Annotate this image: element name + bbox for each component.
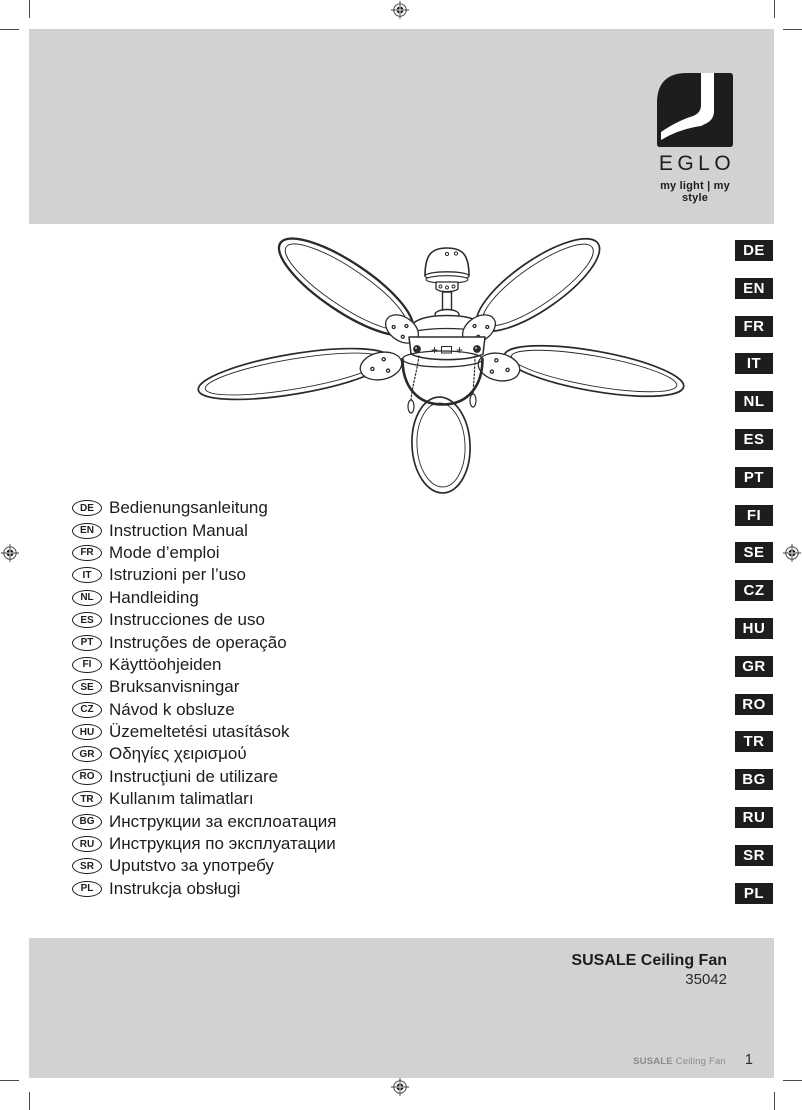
language-code-badge: IT <box>72 567 102 583</box>
language-title: Instrucciones de uso <box>109 610 265 630</box>
lang-tab-it: IT <box>735 353 773 374</box>
language-list <box>72 497 336 900</box>
list-item <box>72 542 336 564</box>
language-code-badge: FR <box>72 545 102 561</box>
list-item <box>72 519 336 541</box>
language-title: Инструкция по эксплуатации <box>109 834 336 854</box>
crop-mark <box>774 1092 775 1110</box>
list-item <box>72 497 336 519</box>
list-item <box>72 855 336 877</box>
lang-tab-fi: FI <box>735 505 773 526</box>
list-item <box>72 743 336 765</box>
language-code-badge: BG <box>72 814 102 830</box>
list-item <box>72 810 336 832</box>
language-code-badge: PL <box>72 881 102 897</box>
language-title: Инструкции за експлоатация <box>109 811 337 831</box>
footer-doc-title: SUSALE Ceiling Fan <box>633 1056 726 1067</box>
language-title: Instrukcja obsługi <box>109 878 241 898</box>
crop-mark <box>783 1080 802 1081</box>
language-tab-column <box>735 240 773 920</box>
language-title: Üzemeltetési utasítások <box>109 722 290 742</box>
registration-mark-icon <box>782 543 802 563</box>
footer-band <box>29 938 774 1078</box>
language-title: Bruksanvisningar <box>109 677 240 697</box>
lang-tab-pl: PL <box>735 883 773 904</box>
crop-mark <box>29 1092 30 1110</box>
ceiling-fan-illustration <box>170 235 730 515</box>
language-code-badge: RO <box>72 769 102 785</box>
language-code-badge: TR <box>72 791 102 807</box>
lang-tab-fr: FR <box>735 316 773 337</box>
lang-tab-tr: TR <box>735 731 773 752</box>
language-title: Uputstvo за употребу <box>109 856 274 876</box>
list-item <box>72 654 336 676</box>
lang-tab-bg: BG <box>735 769 773 790</box>
language-title: Istruzioni per l’uso <box>109 565 247 585</box>
language-title: Instrucţiuni de utilizare <box>109 766 279 786</box>
lang-tab-de: DE <box>735 240 773 261</box>
product-model: 35042 <box>685 971 727 988</box>
language-code-badge: SE <box>72 679 102 695</box>
language-code-badge: RU <box>72 836 102 852</box>
list-item <box>72 833 336 855</box>
lang-tab-hu: HU <box>735 618 773 639</box>
registration-mark-icon <box>390 0 410 20</box>
brand-tagline: my light | my style <box>660 180 730 204</box>
lang-tab-cz: CZ <box>735 580 773 601</box>
list-item <box>72 766 336 788</box>
lang-tab-se: SE <box>735 542 773 563</box>
crop-mark <box>29 0 30 18</box>
crop-mark <box>0 29 19 30</box>
crop-mark <box>783 29 802 30</box>
list-item <box>72 788 336 810</box>
page-number: 1 <box>744 1052 753 1068</box>
crop-mark <box>0 1080 19 1081</box>
language-code-badge: NL <box>72 590 102 606</box>
language-title: Οδηγίες χειρισμού <box>109 744 247 764</box>
lang-tab-sr: SR <box>735 845 773 866</box>
language-code-badge: SR <box>72 858 102 874</box>
lang-tab-pt: PT <box>735 467 773 488</box>
language-title: Instruction Manual <box>109 520 248 540</box>
language-code-badge: GR <box>72 746 102 762</box>
list-item <box>72 587 336 609</box>
lang-tab-ro: RO <box>735 694 773 715</box>
language-title: Kullanım talimatları <box>109 789 254 809</box>
language-code-badge: FI <box>72 657 102 673</box>
language-code-badge: EN <box>72 523 102 539</box>
list-item <box>72 609 336 631</box>
product-name: SUSALE Ceiling Fan <box>571 952 727 969</box>
lang-tab-ru: RU <box>735 807 773 828</box>
eglo-logo-icon <box>657 73 733 147</box>
eglo-logo <box>647 73 743 204</box>
language-code-badge: DE <box>72 500 102 516</box>
list-item <box>72 631 336 653</box>
language-title: Handleiding <box>109 587 199 607</box>
language-title: Käyttöohjeiden <box>109 654 222 674</box>
lang-tab-es: ES <box>735 429 773 450</box>
lang-tab-nl: NL <box>735 391 773 412</box>
lang-tab-gr: GR <box>735 656 773 677</box>
list-item <box>72 878 336 900</box>
lang-tab-en: EN <box>735 278 773 299</box>
language-title: Návod k obsluze <box>109 699 235 719</box>
list-item <box>72 721 336 743</box>
crop-mark <box>774 0 775 18</box>
language-title: Bedienungsanleitung <box>109 498 268 518</box>
language-code-badge: ES <box>72 612 102 628</box>
footer-meta <box>633 1052 753 1068</box>
language-code-badge: CZ <box>72 702 102 718</box>
fan-blade-right <box>501 336 687 407</box>
fan-blade-bottom <box>410 396 473 495</box>
brand-name: EGLO <box>658 152 736 175</box>
registration-mark-icon <box>0 543 20 563</box>
language-title: Instruções de operação <box>109 632 287 652</box>
list-item <box>72 676 336 698</box>
product-info <box>571 951 727 990</box>
registration-mark-icon <box>390 1077 410 1097</box>
list-item <box>72 564 336 586</box>
language-code-badge: HU <box>72 724 102 740</box>
language-code-badge: PT <box>72 635 102 651</box>
list-item <box>72 699 336 721</box>
language-title: Mode d’emploi <box>109 542 220 562</box>
